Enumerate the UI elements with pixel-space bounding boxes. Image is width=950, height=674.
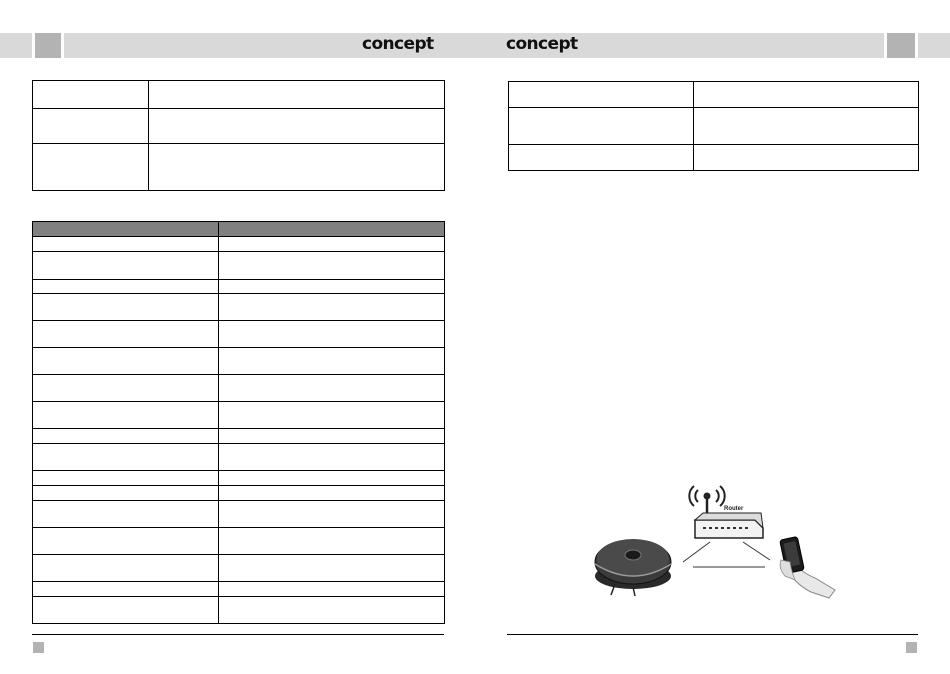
table-cell [33, 321, 219, 348]
table-cell [509, 108, 694, 145]
table-cell [509, 82, 694, 108]
table-header-row [33, 222, 445, 237]
table-row [33, 144, 445, 191]
table-row [509, 82, 919, 108]
table-cell [33, 280, 219, 294]
table-row [33, 294, 445, 321]
table-cell [219, 402, 445, 429]
table-cell [33, 237, 219, 252]
header-band-main [64, 33, 884, 58]
table-cell [33, 109, 149, 144]
table-row [33, 444, 445, 471]
table-row [33, 528, 445, 555]
table-cell [219, 252, 445, 280]
table-row [33, 237, 445, 252]
table-header-cell [33, 222, 219, 237]
table-row [33, 597, 445, 624]
table-cell [694, 145, 919, 171]
brand-logo-left: concept [362, 34, 434, 54]
router-label: Router [724, 506, 744, 512]
table-cell [219, 321, 445, 348]
table-cell [219, 528, 445, 555]
right-top-table [508, 81, 919, 171]
table-row [33, 555, 445, 582]
table-cell [33, 582, 219, 597]
header-square-right [887, 33, 915, 58]
table-cell [33, 444, 219, 471]
table-row [33, 471, 445, 486]
table-cell [33, 501, 219, 528]
connection-illustration [585, 480, 845, 605]
table-cell [219, 471, 445, 486]
footer-rule-right [507, 634, 918, 635]
page-marker-left [33, 642, 44, 653]
table-cell [509, 145, 694, 171]
table-cell [149, 144, 445, 191]
table-row [33, 252, 445, 280]
table-row [33, 582, 445, 597]
smartphone-in-hand-icon [780, 537, 835, 598]
table-cell [219, 294, 445, 321]
table-row [33, 81, 445, 109]
table-cell [219, 444, 445, 471]
table-cell [33, 144, 149, 191]
table-cell [219, 555, 445, 582]
table-cell [694, 108, 919, 145]
table-cell [33, 348, 219, 375]
table-row [33, 501, 445, 528]
table-cell [219, 582, 445, 597]
table-cell [33, 486, 219, 501]
table-cell [33, 252, 219, 280]
table-cell [33, 375, 219, 402]
table-cell [33, 294, 219, 321]
table-row [33, 375, 445, 402]
table-cell [33, 402, 219, 429]
table-cell [219, 501, 445, 528]
table-row [509, 108, 919, 145]
table-cell [219, 486, 445, 501]
header-square-left [35, 33, 61, 58]
table-cell [149, 109, 445, 144]
table-row [33, 486, 445, 501]
table-cell [219, 237, 445, 252]
brand-logo-right: concept [506, 34, 578, 54]
table-cell [33, 81, 149, 109]
table-row [509, 145, 919, 171]
header-band-left [0, 33, 32, 58]
table-row [33, 429, 445, 444]
table-header-cell [219, 222, 445, 237]
table-cell [33, 471, 219, 486]
table-cell [33, 597, 219, 624]
table-row [33, 280, 445, 294]
table-cell [33, 528, 219, 555]
table-cell [33, 555, 219, 582]
table-cell [219, 429, 445, 444]
left-spec-table [32, 221, 445, 624]
router-icon [695, 513, 763, 538]
header-band-right [918, 33, 950, 58]
footer-rule-left [32, 634, 444, 635]
table-row [33, 321, 445, 348]
table-row [33, 402, 445, 429]
page-marker-right [906, 642, 917, 653]
table-cell [149, 81, 445, 109]
table-row [33, 109, 445, 144]
table-cell [694, 82, 919, 108]
table-cell [219, 348, 445, 375]
table-row [33, 348, 445, 375]
left-top-table [32, 80, 445, 191]
table-cell [33, 429, 219, 444]
table-cell [219, 375, 445, 402]
table-cell [219, 597, 445, 624]
table-cell [219, 280, 445, 294]
robot-vacuum-icon [595, 539, 671, 596]
